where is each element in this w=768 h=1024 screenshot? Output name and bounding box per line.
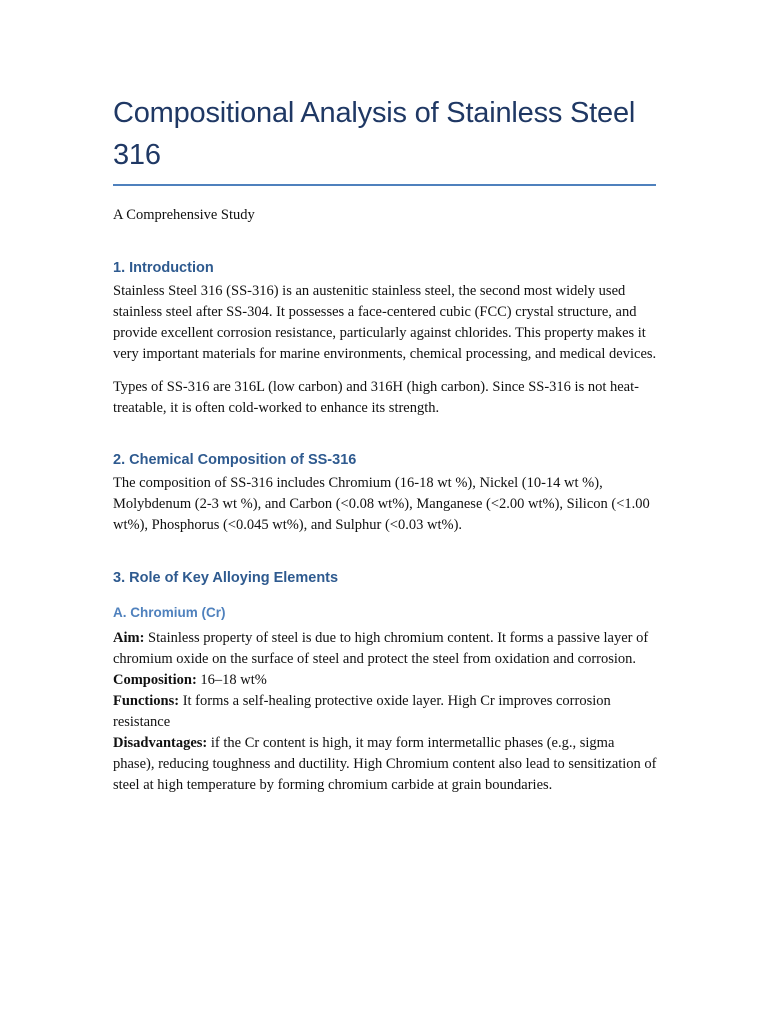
functions-text: It forms a self-healing protective oxide layer. High Cr improves corrosion resistance (113, 693, 611, 730)
title-divider (113, 184, 656, 186)
aim-text: Stainless property of steel is due to high chromium content. It forms a passive layer of chromium oxide on the surface of steel and protect the steel from oxidation and corrosion. (113, 630, 649, 667)
intro-paragraph-2: Types of SS-316 are 316L (low carbon) and 316H (high carbon). Since SS-316 is not heat-treatable, it is often cold-worked to enhance its strength. (113, 379, 639, 416)
aim-label: Aim: (113, 630, 145, 646)
document-subtitle: A Comprehensive Study (113, 207, 255, 223)
disadvantages-text: if the Cr content is high, it may form intermetallic phases (e.g., sigma phase), reducing toughness and ductility. High Chromium content also lead to sensitization of steel at high temperature by forming chromium carbide at grain boundaries. (113, 735, 657, 793)
chromium-aim (113, 628, 658, 670)
composition-label: Composition: (113, 672, 197, 688)
composition-text: 16–18 wt% (196, 672, 267, 688)
chromium-disadvantages (113, 733, 658, 796)
chromium-functions (113, 691, 658, 733)
subsection-heading-chromium: A. Chromium (Cr) (113, 605, 226, 620)
chromium-composition (113, 670, 658, 691)
document-page (113, 92, 658, 796)
section-heading-composition: 2. Chemical Composition of SS-316 (113, 452, 357, 468)
section-heading-introduction: 1. Introduction (113, 260, 214, 276)
document-title: Compositional Analysis of Stainless Steel 316 (113, 97, 636, 171)
functions-label: Functions: (113, 693, 180, 709)
section-heading-alloying: 3. Role of Key Alloying Elements (113, 570, 339, 586)
intro-paragraph-1: Stainless Steel 316 (SS-316) is an austenitic stainless steel, the second most widely used stainless steel after SS-304. It possesses a face-centered cubic (FCC) crystal structure, and provide excellent corrosion resistance, particularly against chlorides. This property makes it very important materials for marine environments, chemical processing, and medical devices. (113, 283, 657, 362)
disadvantages-label: Disadvantages: (113, 735, 208, 751)
composition-paragraph: The composition of SS-316 includes Chromium (16-18 wt %), Nickel (10-14 wt %), Molybdenum (2-3 wt %), and Carbon (<0.08 wt%), Manganese (<2.00 wt%), Silicon (<1.00 wt%), Phosphorus (<0.045 wt%), and Sulphur (<0.03 wt%). (113, 475, 650, 533)
